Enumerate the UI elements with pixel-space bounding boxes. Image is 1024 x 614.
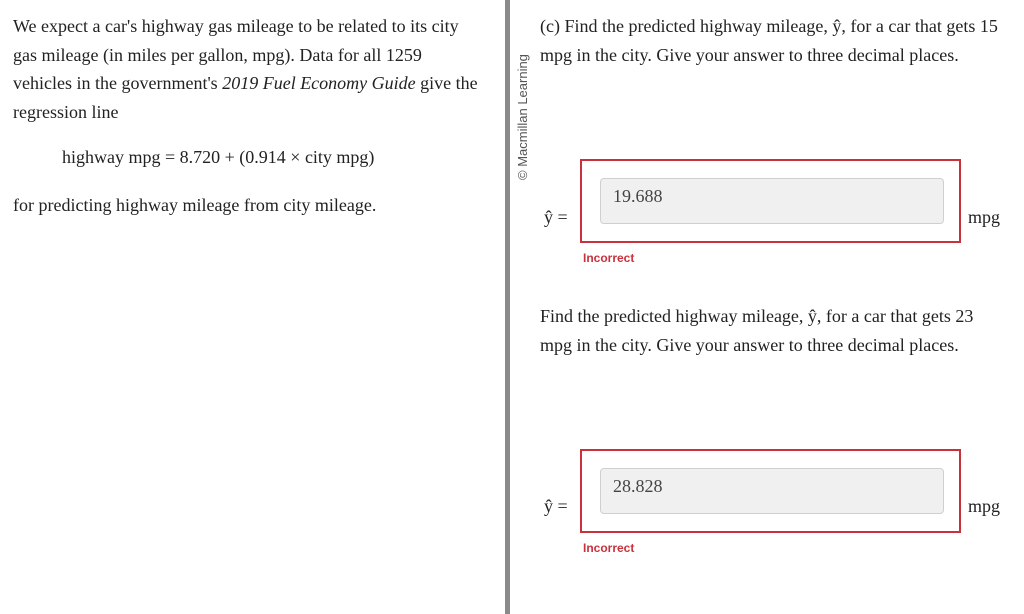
answer-1-input[interactable] xyxy=(600,178,944,224)
answer-1-frame xyxy=(580,159,961,243)
answer-2-input[interactable] xyxy=(600,468,944,514)
pane-divider xyxy=(505,0,510,614)
fuel-economy-guide-title: 2019 Fuel Economy Guide xyxy=(222,73,416,93)
answer-1-unit: mpg xyxy=(968,207,1001,227)
question-2-prompt: Find the predicted highway mileage, ŷ, for a car that gets 23 mpg in the city. Give your answer to three decimal places. xyxy=(540,306,974,355)
answer-2-feedback: Incorrect xyxy=(583,541,635,555)
answer-2-label: ŷ = xyxy=(544,496,568,516)
copyright-label: © Macmillan Learning xyxy=(515,54,530,180)
answer-1-feedback: Incorrect xyxy=(583,251,635,265)
answer-1-label: ŷ = xyxy=(544,207,568,227)
question-c-prompt: (c) Find the predicted highway mileage, ŷ, for a car that gets 15 mpg in the city. Give your answer to three decimal places. xyxy=(540,16,998,65)
problem-closing: for predicting highway mileage from city mileage. xyxy=(13,195,377,215)
answer-2-frame xyxy=(580,449,961,533)
problem-statement-pane xyxy=(0,0,505,614)
intro-text-part1: We expect a car's highway gas mileage to be related to its city gas mileage (in miles per gallon, mpg). Data for all 1259 vehicles in the government's xyxy=(13,16,459,93)
regression-equation: highway mpg = 8.720 + (0.914 × city mpg) xyxy=(62,147,375,167)
problem-intro xyxy=(13,12,483,126)
intro-text-part2: give the regression line xyxy=(13,73,478,122)
answer-2-unit: mpg xyxy=(968,496,1001,516)
